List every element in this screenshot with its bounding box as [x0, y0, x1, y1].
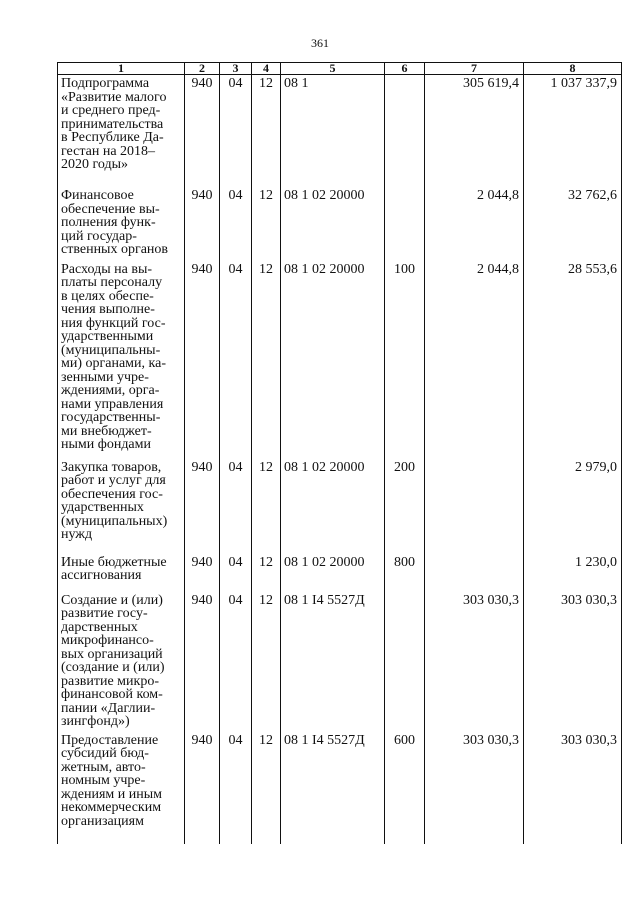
target-article-cell: 08 1 02 20000 — [281, 459, 385, 554]
section-code-cell: 04 — [220, 187, 252, 261]
expense-type-cell — [385, 592, 425, 732]
row-name-line: ми внебюджет- — [61, 423, 152, 439]
table-row — [58, 732, 622, 844]
amount-col8-cell: 28 553,6 — [524, 261, 622, 459]
amount-col7-cell: 2 044,8 — [425, 261, 524, 459]
column-header: 2 — [185, 63, 220, 75]
row-name-line: «Развитие малого — [61, 89, 167, 105]
row-name-line: принимательства — [61, 116, 164, 132]
ministry-code-cell: 940 — [185, 459, 220, 554]
column-header: 1 — [58, 63, 185, 75]
row-name-line: обеспечение вы- — [61, 201, 160, 217]
row-name-line: ми) органами, ка- — [61, 356, 166, 372]
amount-col8-cell: 1 037 337,9 — [524, 75, 622, 188]
row-name-line: Подпрограмма — [61, 76, 150, 91]
target-article-cell: 08 1 I4 5527Д — [281, 592, 385, 732]
section-code-cell: 04 — [220, 75, 252, 188]
row-name-cell — [58, 459, 185, 554]
column-header: 8 — [524, 63, 622, 75]
header-row — [58, 63, 622, 75]
row-name-line: ными фондами — [61, 437, 152, 453]
row-name-line: в Республике Да- — [61, 130, 164, 145]
amount-col8-cell: 303 030,3 — [524, 732, 622, 844]
amount-col7-cell — [425, 459, 524, 554]
row-name-line: финансовой ком- — [61, 687, 163, 703]
column-header: 3 — [220, 63, 252, 75]
table-row — [58, 459, 622, 554]
row-name-line: Закупка товаров, — [61, 459, 162, 475]
row-name-line: ственных органов — [61, 242, 169, 258]
section-code-cell: 04 — [220, 459, 252, 554]
row-name-line: работ и услуг для — [61, 473, 166, 489]
amount-col7-cell: 2 044,8 — [425, 187, 524, 261]
row-name-line: зингфонд») — [61, 714, 130, 730]
subsection-code-cell: 12 — [252, 75, 281, 188]
column-header: 6 — [385, 63, 425, 75]
row-name-line: нужд — [61, 527, 93, 543]
row-name-line: ударственных — [61, 500, 144, 516]
ministry-code-cell: 940 — [185, 732, 220, 844]
row-name-line: государственны- — [61, 410, 161, 426]
subsection-code-cell: 12 — [252, 554, 281, 592]
row-name-line: обеспечения гос- — [61, 486, 163, 502]
subsection-code-cell: 12 — [252, 732, 281, 844]
row-name-line: ния функций гос- — [61, 315, 166, 331]
row-name-line: субсидий бюд- — [61, 746, 149, 762]
row-name-line: ждениями, орга- — [61, 383, 160, 399]
ministry-code-cell: 940 — [185, 187, 220, 261]
row-name-cell — [58, 75, 185, 188]
expense-type-cell: 600 — [385, 732, 425, 844]
row-name-line: Предоставление — [61, 732, 159, 748]
row-name-line: номным учре- — [61, 773, 146, 789]
expense-type-cell: 200 — [385, 459, 425, 554]
ministry-code-cell: 940 — [185, 75, 220, 188]
row-name-line: некоммерческим — [61, 800, 162, 816]
subsection-code-cell: 12 — [252, 592, 281, 732]
table-row — [58, 592, 622, 732]
row-name-line: пании «Даглии- — [61, 700, 156, 716]
row-name-line: ций государ- — [61, 228, 137, 244]
row-name-line: Иные бюджетные — [61, 554, 167, 570]
amount-col8-cell: 2 979,0 — [524, 459, 622, 554]
row-name-cell — [58, 261, 185, 459]
row-name-line: гестан на 2018– — [61, 143, 156, 159]
subsection-code-cell: 12 — [252, 187, 281, 261]
amount-col8-cell: 32 762,6 — [524, 187, 622, 261]
subsection-code-cell: 12 — [252, 261, 281, 459]
expense-type-cell — [385, 75, 425, 188]
section-code-cell: 04 — [220, 592, 252, 732]
row-name-cell — [58, 592, 185, 732]
table-row — [58, 187, 622, 261]
budget-table — [57, 62, 622, 844]
expense-type-cell: 100 — [385, 261, 425, 459]
page-number: 361 — [311, 36, 329, 50]
row-name-line: ждениям и иным — [61, 786, 163, 802]
row-name-line: развитие госу- — [61, 606, 148, 622]
amount-col8-cell: 303 030,3 — [524, 592, 622, 732]
column-header: 4 — [252, 63, 281, 75]
section-code-cell: 04 — [220, 261, 252, 459]
target-article-cell: 08 1 02 20000 — [281, 261, 385, 459]
row-name-line: чения выполне- — [61, 302, 155, 318]
table-row — [58, 261, 622, 459]
row-name-line: Финансовое — [61, 188, 134, 204]
row-name-line: ударственными — [61, 329, 154, 345]
row-name-line: (муниципальных) — [61, 513, 168, 529]
amount-col7-cell: 303 030,3 — [425, 592, 524, 732]
table-row — [58, 75, 622, 188]
amount-col7-cell: 305 619,4 — [425, 75, 524, 188]
row-name-line: (создание и (или) — [61, 660, 165, 676]
row-name-line: нами управления — [61, 396, 164, 412]
ministry-code-cell: 940 — [185, 261, 220, 459]
row-name-cell — [58, 187, 185, 261]
row-name-line: и среднего пред- — [61, 103, 161, 118]
row-name-line: Создание и (или) — [61, 592, 163, 608]
row-name-cell — [58, 554, 185, 592]
expense-type-cell: 800 — [385, 554, 425, 592]
target-article-cell: 08 1 02 20000 — [281, 554, 385, 592]
section-code-cell: 04 — [220, 554, 252, 592]
row-name-line: вых организаций — [61, 646, 163, 662]
row-name-line: полнения функ- — [61, 215, 156, 231]
row-name-cell — [58, 732, 185, 844]
column-header: 7 — [425, 63, 524, 75]
row-name-line: жетным, авто- — [61, 759, 146, 775]
row-name-line: 2020 годы» — [61, 157, 129, 172]
row-name-line: ассигнования — [61, 568, 142, 584]
subsection-code-cell: 12 — [252, 459, 281, 554]
column-header: 5 — [281, 63, 385, 75]
target-article-cell: 08 1 02 20000 — [281, 187, 385, 261]
target-article-cell: 08 1 — [281, 75, 385, 188]
row-name-line: дарственных — [61, 619, 138, 635]
ministry-code-cell: 940 — [185, 554, 220, 592]
expense-type-cell — [385, 187, 425, 261]
row-name-line: (муниципальны- — [61, 342, 161, 358]
table-row — [58, 554, 622, 592]
ministry-code-cell: 940 — [185, 592, 220, 732]
amount-col7-cell — [425, 554, 524, 592]
row-name-line: микрофинансо- — [61, 633, 154, 649]
row-name-line: в целях обеспе- — [61, 288, 154, 304]
amount-col8-cell: 1 230,0 — [524, 554, 622, 592]
row-name-line: развитие микро- — [61, 673, 159, 689]
row-name-line: Расходы на вы- — [61, 261, 153, 277]
row-name-line: зенными учре- — [61, 369, 149, 385]
amount-col7-cell: 303 030,3 — [425, 732, 524, 844]
row-name-line: организациям — [61, 813, 144, 829]
target-article-cell: 08 1 I4 5527Д — [281, 732, 385, 844]
row-name-line: платы персоналу — [61, 275, 163, 291]
section-code-cell: 04 — [220, 732, 252, 844]
